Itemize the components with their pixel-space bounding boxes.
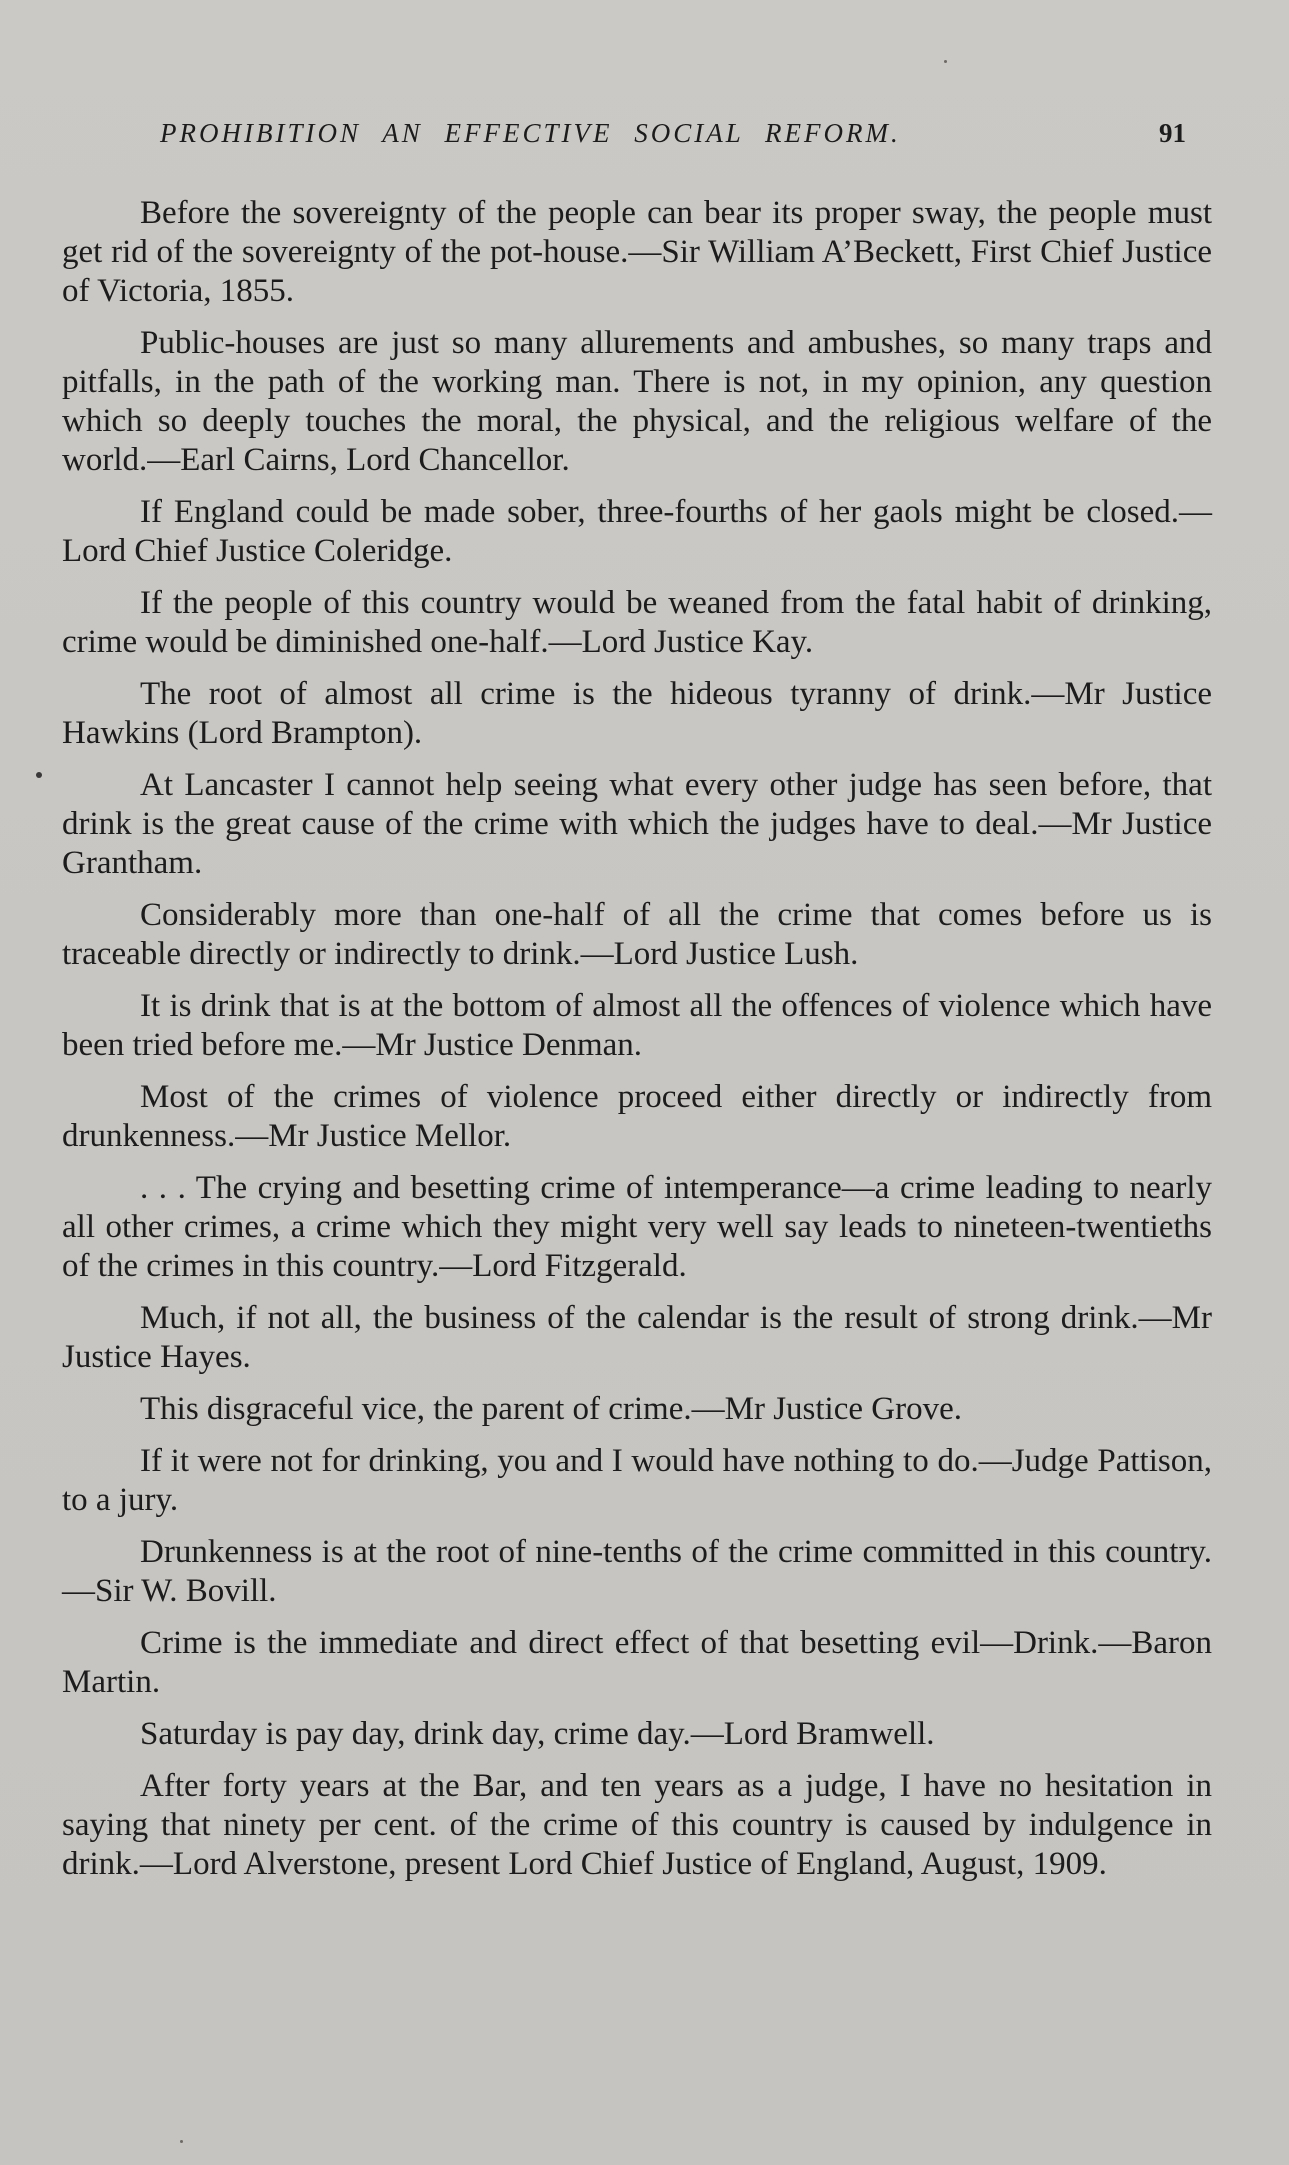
quotation-paragraph: If the people of this country would be weaned from the fatal habit of drinking, crime would be diminished one-half.—Lord Justice Kay.: [62, 585, 1212, 660]
quotation-paragraph: Before the sovereignty of the people can bear its proper sway, the people must get rid of the sovereignty of the pot-house.—Sir William A’Beckett, First Chief Justice of Victoria, 1855.: [62, 195, 1212, 309]
quotation-paragraph: After forty years at the Bar, and ten years as a judge, I have no hesitation in saying that ninety per cent. of the crime of this country is caused by indulgence in drink.—Lord Alverstone, present Lord Chief Justice of England, August, 1909.: [62, 1768, 1212, 1882]
quotation-paragraph: Considerably more than one-half of all the crime that comes before us is traceable directly or indirectly to drink.—Lord Justice Lush.: [62, 897, 1212, 972]
page-number: 91: [1159, 118, 1186, 148]
quotation-paragraph: Much, if not all, the business of the calendar is the result of strong drink.—Mr Justice Hayes.: [62, 1300, 1212, 1375]
paper-speck: [944, 60, 947, 63]
quotation-paragraph: At Lancaster I cannot help seeing what every other judge has seen before, that drink is the great cause of the crime with which the judges have to deal.—Mr Justice Grantham.: [62, 767, 1212, 881]
running-head: [160, 118, 1190, 158]
quotation-paragraph: If it were not for drinking, you and I would have nothing to do.—Judge Pattison, to a jury.: [62, 1443, 1212, 1518]
quotation-paragraph: If England could be made sober, three-fourths of her gaols might be closed.—Lord Chief Justice Coleridge.: [62, 494, 1212, 569]
quotation-paragraph: Drunkenness is at the root of nine-tenths of the crime committed in this country.—Sir W. Bovill.: [62, 1534, 1212, 1609]
quotation-paragraph: Saturday is pay day, drink day, crime day.—Lord Bramwell.: [140, 1716, 935, 1752]
quotation-paragraph: The root of almost all crime is the hideous tyranny of drink.—Mr Justice Hawkins (Lord Brampton).: [62, 676, 1212, 751]
quotation-paragraph: Public-houses are just so many allurements and ambushes, so many traps and pitfalls, in the path of the working man. There is not, in my opinion, any question which so deeply touches the moral, the physical, and the religious welfare of the world.—Earl Cairns, Lord Chancellor.: [62, 325, 1212, 478]
margin-mark: [36, 772, 42, 778]
quotation-list: [62, 194, 1212, 1897]
paper-speck: [180, 2140, 183, 2143]
quotation-paragraph: It is drink that is at the bottom of almost all the offences of violence which have been tried before me.—Mr Justice Denman.: [62, 988, 1212, 1063]
running-head-title: PROHIBITION AN EFFECTIVE SOCIAL REFORM.: [160, 118, 901, 148]
quotation-paragraph: Most of the crimes of violence proceed either directly or indirectly from drunkenness.—Mr Justice Mellor.: [62, 1079, 1212, 1154]
quotation-paragraph: This disgraceful vice, the parent of crime.—Mr Justice Grove.: [140, 1391, 962, 1427]
quotation-paragraph: . . . The crying and besetting crime of intemperance—a crime leading to nearly all other crimes, a crime which they might very well say leads to nineteen-twentieths of the crimes in this country.—Lord Fitzgerald.: [62, 1170, 1212, 1284]
quotation-paragraph: Crime is the immediate and direct effect of that besetting evil—Drink.—Baron Martin.: [62, 1625, 1212, 1700]
